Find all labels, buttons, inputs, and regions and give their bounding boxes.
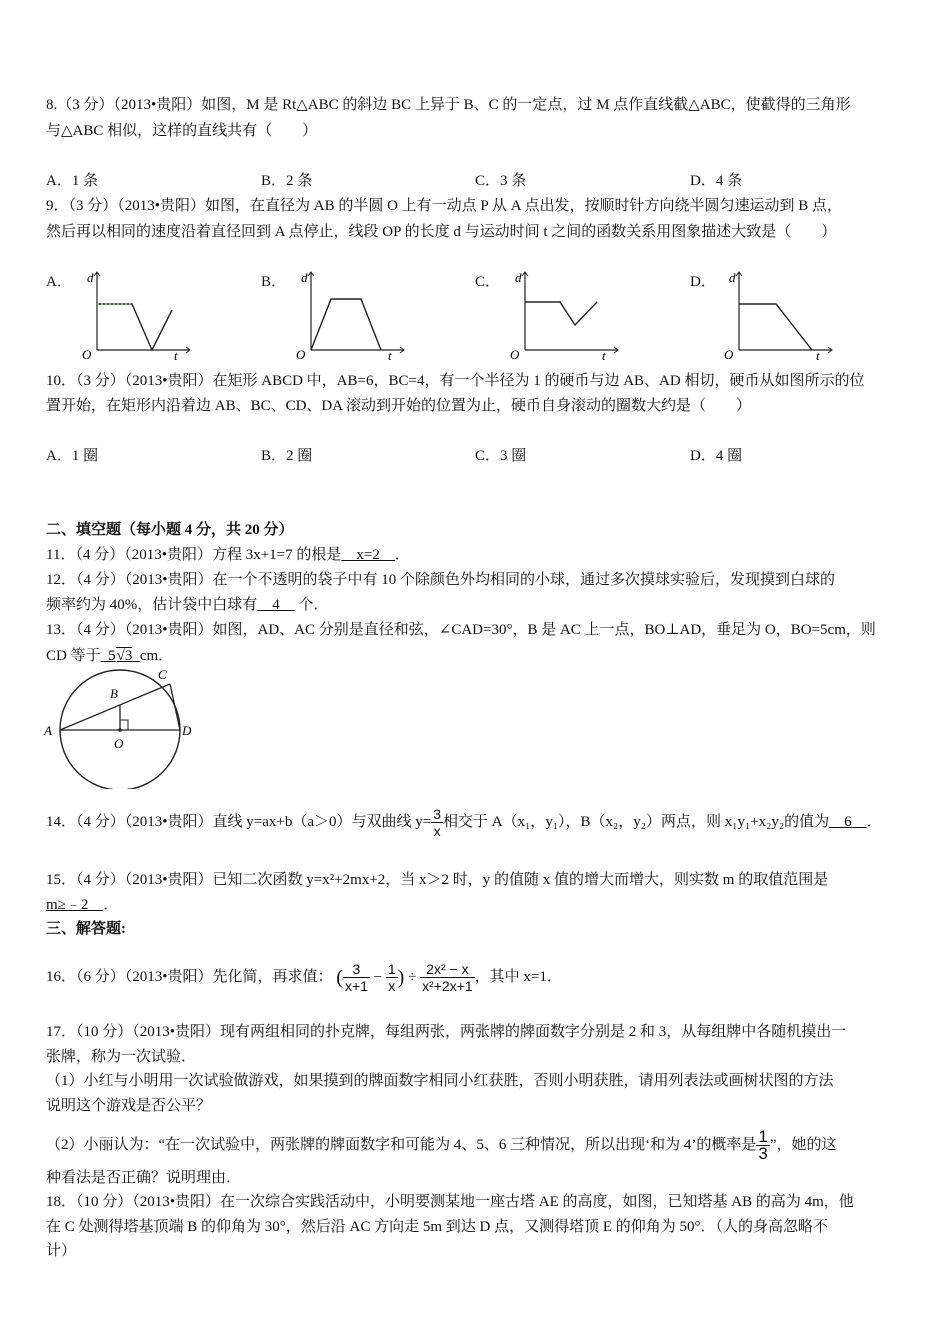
q9-a-t-label: t — [174, 348, 178, 362]
q17-line6: 种看法是否正确？说明理由． — [46, 1170, 242, 1186]
q16-frac-2: $\frac{1}{x}$ — [387, 961, 396, 995]
q16-post: ，其中 x=1． — [474, 969, 562, 985]
q9-graph-a — [72, 262, 192, 362]
q18-line3: 计） — [46, 1243, 77, 1259]
q17-line4: 说明这个游戏是否公平？ — [46, 1098, 212, 1114]
q15-end: ． — [103, 897, 119, 913]
q17-line5-post: ”，她的这 — [769, 1137, 837, 1153]
q17-line5 — [46, 1127, 837, 1163]
q15-line1: 15．（4 分）（2013•贵阳）已知二次函数 y=x²+2mx+2，当 x＞2 时，y 的值随 x 值的增大而增大，则实数 m 的取值范围是 — [46, 872, 829, 888]
q9-graph-c — [500, 262, 620, 362]
q17-fraction: $\frac{1}{3}$ — [758, 1127, 768, 1164]
q10-option-b: B．2 圈 — [261, 448, 313, 464]
section-3-heading: 三、解答题: — [46, 921, 126, 937]
q17-line5-pre: （2）小丽认为：“在一次试验中，两张牌的牌面数字和可能为 4、5、6 三种情况，所以出现‘和为 4’的概率是 — [46, 1137, 757, 1153]
q9-b-d-label: d — [301, 270, 308, 285]
q11-text: 11．（4 分）（2013•贵阳）方程 3x+1=7 的根是 — [46, 547, 342, 563]
q11-answer: x=2 — [341, 547, 395, 563]
q12-line2 — [46, 595, 329, 615]
q11 — [46, 545, 410, 565]
q18-line1: 18．（10 分）（2013•贵阳）在一次综合实践活动中，小明要测某地一座古塔 AE 的高度，如图，已知塔基 AB 的高为 4m，他 — [46, 1194, 854, 1210]
q10-line2: 置开始，在矩形内沿着边 AB、BC、CD、DA 滚动到开始的位置为止，硬币自身滚动的圈数大约是（ ） — [46, 398, 752, 414]
q17-line2: 张牌，称为一次试验． — [46, 1049, 197, 1065]
q9-d-o-label: O — [724, 347, 734, 362]
q9-line2: 然后再以相同的速度沿着直径回到 A 点停止，线段 OP 的长度 d 与运动时间 t 之间的函数关系用图象描述大致是（ ） — [46, 224, 837, 240]
q17-line1: 17．（10 分）（2013•贵阳）现有两组相同的扑克牌，每组两张，两张牌的牌面数字分别是 2 和 3，从每组牌中各随机摸出一 — [46, 1024, 847, 1040]
q13-answer-radical: √3 — [116, 648, 133, 664]
q9-a-o-label: O — [82, 347, 92, 362]
q13-line2-pre: CD 等于 — [46, 648, 101, 664]
q16-frac-1: $\frac{3}{x+1}$ — [344, 961, 368, 995]
q9-b-o-label: O — [296, 347, 306, 362]
q10-option-a: A．1 圈 — [46, 448, 99, 464]
q8-option-a: A．1 条 — [46, 173, 99, 189]
q8-line1: 8.（3 分）（2013•贵阳）如图，M 是 Rt△ABC 的斜边 BC 上异于 B、C 的一定点，过 M 点作直线截△ABC，使截得的三角形 — [46, 97, 851, 113]
q9-b-t-label: t — [388, 348, 392, 362]
q13-label-o: O — [114, 736, 124, 751]
q12-answer: 4 — [257, 597, 295, 613]
q13-label-b: B — [110, 686, 118, 701]
q11-end: ． — [394, 547, 410, 563]
q9-c-d-label: d — [515, 270, 522, 285]
q13-answer-coef: 5 — [108, 648, 116, 664]
q13-label-d: D — [182, 723, 192, 738]
q8-option-c: C．3 条 — [475, 173, 527, 189]
q9-d-t-label: t — [816, 348, 820, 362]
q13-circle-figure — [40, 664, 210, 789]
q14-mid: 相交于 A（x₁，y₁），B（x₂，y₂）两点，则 x₁y₁+x₂y₂的值为 — [443, 813, 830, 830]
q9-option-d: D． — [690, 274, 716, 290]
q8-option-d: D．4 条 — [690, 173, 743, 189]
q13-line1: 13．（4 分）（2013•贵阳）如图，AD、AC 分别是直径和弦，∠CAD=30°，B 是 AC 上一点，BO⊥AD，垂足为 O，BO=5cm，则 — [46, 622, 876, 638]
q14 — [46, 806, 882, 839]
q15-answer: m≥﹣2 — [46, 897, 104, 913]
q18-line2: 在 C 处测得塔基顶端 B 的仰角为 30°，然后沿 AC 方向走 5m 到达 D 点，又测得塔顶 E 的仰角为 50°．（人的身高忽略不 — [46, 1219, 829, 1235]
q9-c-o-label: O — [510, 347, 520, 362]
q9-graph-b — [286, 262, 406, 362]
q9-option-c: C． — [475, 274, 501, 290]
q12-line1: 12．（4 分）（2013•贵阳）在一个不透明的袋子中有 10 个除颜色外均相同的小球，通过多次摸球实验后，发现摸到白球的 — [46, 572, 836, 588]
q15-line2 — [46, 895, 118, 915]
q13-answer — [101, 647, 140, 664]
q9-c-t-label: t — [602, 348, 606, 362]
q10-line1: 10．（3 分）（2013•贵阳）在矩形 ABCD 中，AB=6，BC=4，有一个半径为 1 的硬币与边 AB、AD 相切，硬币从如图所示的位 — [46, 373, 865, 389]
q9-option-a: A． — [46, 274, 72, 290]
q16-pre: 16．（6 分）（2013•贵阳）先化简，再求值： — [46, 969, 333, 985]
q14-fraction: $\frac{3}{x}$ — [433, 806, 441, 839]
q13-line2 — [46, 646, 173, 666]
q13-label-c: C — [158, 667, 167, 682]
q9-a-d-label: d — [87, 270, 94, 285]
q8-line2: 与△ABC 相似，这样的直线共有（ ） — [46, 123, 318, 139]
q13-label-a: A — [44, 723, 52, 738]
q9-option-b: B． — [261, 274, 287, 290]
q14-end: ． — [866, 813, 882, 830]
q17-line3: （1）小红与小明用一次试验做游戏，如果摸到的牌面数字相同小红获胜，否则小明获胜，请用列表法或画树状图的方法 — [46, 1073, 834, 1089]
q13-line2-post: cm． — [139, 648, 174, 664]
q9-graph-d — [714, 262, 834, 362]
q14-answer: 6 — [829, 813, 867, 830]
q14-pre: 14．（4 分）（2013•贵阳）直线 y=ax+b（a＞0）与双曲线 y= — [46, 813, 432, 830]
q9-line1: 9．（3 分）（2013•贵阳）如图，在直径为 AB 的半圆 O 上有一动点 P 从 A 点出发，按顺时针方向绕半圆匀速运动到 B 点， — [46, 198, 842, 214]
q16: 16．（6 分）（2013•贵阳）先化简，再求值： ( $\frac{3}{x+1}$ − $\frac{1}{x}$ ) ÷ $\frac{\text{2x² − x}}{\text{x²+2x+1}}$ ，其中 x=1． — [46, 961, 562, 995]
q12-line2-post: 个． — [294, 597, 329, 613]
q8-option-b: B．2 条 — [261, 173, 313, 189]
q9-d-d-label: d — [729, 270, 736, 285]
section-2-heading: 二、填空题（每小题 4 分，共 20 分） — [46, 522, 294, 538]
q10-option-d: D．4 圈 — [690, 448, 743, 464]
q10-option-c: C．3 圈 — [475, 448, 527, 464]
q12-line2-pre: 频率约为 40%，估计袋中白球有 — [46, 597, 258, 613]
q16-frac-3: $\frac{\text{2x² − x}}{\text{x²+2x+1}}$ — [422, 961, 473, 995]
